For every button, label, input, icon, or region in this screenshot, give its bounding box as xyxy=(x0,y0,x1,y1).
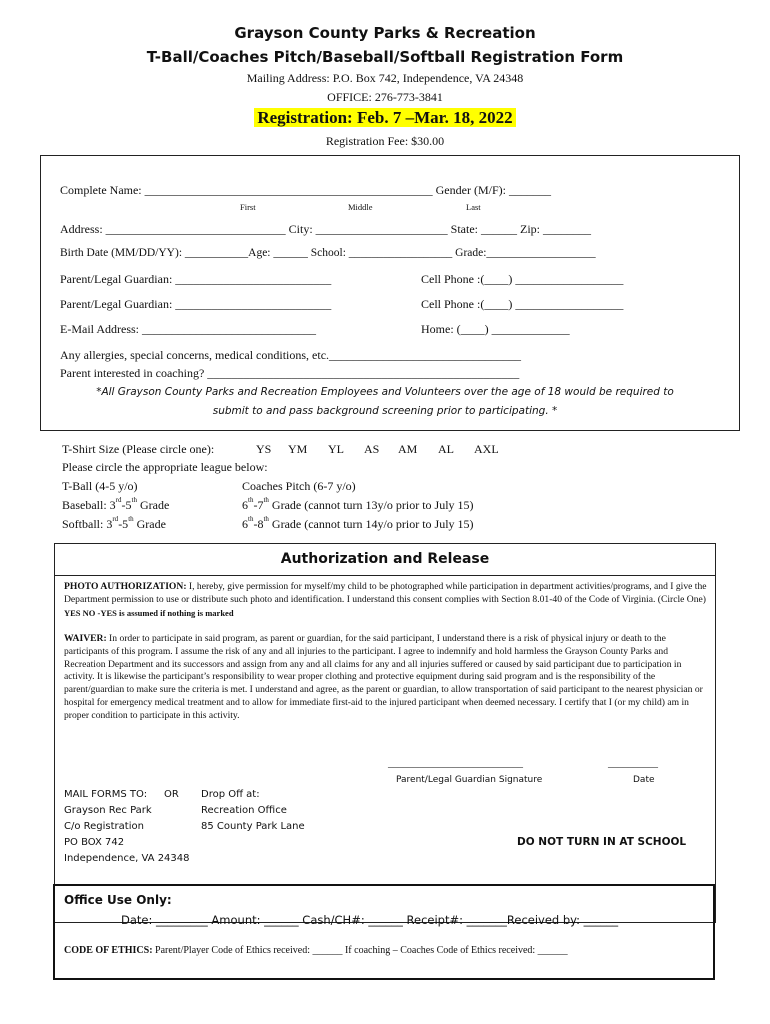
coaching-interest-field[interactable]: Parent interested in coaching? ____________________________________________________ xyxy=(60,366,520,380)
tshirt-size-al[interactable]: AL xyxy=(438,442,454,456)
form-title: T-Ball/Coaches Pitch/Baseball/Softball Registration Form xyxy=(146,48,624,66)
league-instruction: Please circle the appropriate league below: xyxy=(62,460,268,474)
office-use-fields[interactable]: Date: _________ Amount: ______ Cash/CH#: ______ Receipt#: _______Received by: ______ xyxy=(121,913,619,927)
league-softball-lower[interactable]: Softball: 3rd-5th Grade xyxy=(62,515,166,531)
authorization-title: Authorization and Release xyxy=(280,551,490,567)
mail-line3: PO BOX 742 xyxy=(64,837,125,848)
league-softball-upper[interactable]: 6th-8th Grade (cannot turn 14y/o prior to July 15) xyxy=(242,515,474,531)
org-title: Grayson County Parks & Recreation xyxy=(234,24,536,42)
office-use-title: Office Use Only: xyxy=(64,893,172,907)
background-notice-line1: *All Grayson County Parks and Recreation Employees and Volunteers over the age of 18 would be required to xyxy=(96,386,674,398)
mail-line2: C/o Registration xyxy=(64,821,144,832)
mail-heading: MAIL FORMS TO: xyxy=(64,789,148,800)
league-coaches-pitch[interactable]: Coaches Pitch (6-7 y/o) xyxy=(242,479,356,493)
mail-line4: Independence, VA 24348 xyxy=(64,853,190,864)
photo-yes-no-choice: YES NO -YES is assumed if nothing is marked xyxy=(64,607,234,618)
league-baseball-lower[interactable]: Baseball: 3rd-5th Grade xyxy=(62,496,170,512)
background-notice-line2: submit to and pass background screening prior to participating. * xyxy=(212,405,558,417)
cell-phone-1-field[interactable]: Cell Phone :(____) __________________ xyxy=(421,272,624,286)
tshirt-size-ys[interactable]: YS xyxy=(256,442,272,456)
mail-or: OR xyxy=(164,789,179,800)
dropoff-line1: Drop Off at: xyxy=(201,789,260,800)
email-field[interactable]: E-Mail Address: _____________________________ xyxy=(60,322,316,336)
home-phone-field[interactable]: Home: (____) _____________ xyxy=(421,322,570,336)
first-name-label: First xyxy=(240,202,256,212)
registration-dates: Registration: Feb. 7 –Mar. 18, 2022 xyxy=(254,108,515,127)
dropoff-line3: 85 County Park Lane xyxy=(201,821,305,832)
mailing-address: Mailing Address: P.O. Box 742, Independence, VA 24348 xyxy=(246,71,524,85)
tshirt-size-axl[interactable]: AXL xyxy=(474,442,499,456)
allergies-field[interactable]: Any allergies, special concerns, medical conditions, etc.________________________________ xyxy=(60,348,522,362)
code-of-ethics: CODE OF ETHICS: Parent/Player Code of Ethics received: ______ If coaching – Coaches Code of Ethics received: ______ xyxy=(64,945,568,956)
do-not-turn-in-notice: DO NOT TURN IN AT SCHOOL xyxy=(517,836,687,848)
tshirt-size-yl[interactable]: YL xyxy=(328,442,344,456)
dropoff-line2: Recreation Office xyxy=(201,805,287,816)
birth-date-field[interactable]: Birth Date (MM/DD/YY): ___________Age: ______ School: __________________ Grade:___________________ xyxy=(60,247,596,259)
registration-dates-wrap xyxy=(0,108,770,128)
signature-line[interactable]: ___________________________ xyxy=(388,758,523,769)
tshirt-label: T-Shirt Size (Please circle one): xyxy=(62,442,215,456)
league-tball[interactable]: T-Ball (4-5 y/o) xyxy=(62,479,138,493)
cell-phone-2-field[interactable]: Cell Phone :(____) __________________ xyxy=(421,297,624,311)
tshirt-size-as[interactable]: AS xyxy=(364,442,380,456)
signature-label: Parent/Legal Guardian Signature xyxy=(396,775,543,785)
tshirt-size-ym[interactable]: YM xyxy=(288,442,308,456)
middle-name-label: Middle xyxy=(348,202,373,212)
authorization-title-divider xyxy=(54,575,716,576)
date-label: Date xyxy=(633,775,655,785)
last-name-label: Last xyxy=(466,202,481,212)
office-phone: OFFICE: 276-773-3841 xyxy=(327,90,443,104)
waiver-text: WAIVER: In order to participate in said program, as parent or guardian, for the said participant, I understand there is a risk of physical injury or death to the participants of this program. I assume the risk of any and all injuries to the participant. I agree to indemnify and hold harmless the Grayson County Parks and Recreation Department and its successors and assign from any and all claims for any and all injuries suffered or caused by said participant due to participation in activity. It is likewise the participant’s responsibility to wear proper clothing and protective equipment during said program and is the responsibility of the parent/guardian to make sure the criteria is met. I understand and agree, as the parent or guardian, to allow transportation of said participant to the nearest physician or hospital for emergency medical treatment and to allow for immediate first-aid to the injured participant when deemed necessary. I certify that I (or my child) am in proper condition to participate in this activity. xyxy=(64,633,703,721)
photo-authorization: PHOTO AUTHORIZATION: I, hereby, give permission for myself/my child to be photographed while participation in department activities/programs, and I give the Department permission to use or distribute such photo and identification. I understand this consent complies with Section 8.01-40 of the Code of Virginia. (Circle One) YES NO -YES is assumed if nothing is marked xyxy=(64,581,707,618)
mail-line1: Grayson Rec Park xyxy=(64,805,152,816)
tshirt-size-am[interactable]: AM xyxy=(398,442,418,456)
guardian-1-field[interactable]: Parent/Legal Guardian: __________________________ xyxy=(60,272,332,286)
registration-fee: Registration Fee: $30.00 xyxy=(325,134,445,148)
address-field[interactable]: Address: ______________________________ City: ______________________ State: ______ Zip: ________ xyxy=(60,222,591,236)
league-baseball-upper[interactable]: 6th-7th Grade (cannot turn 13y/o prior to July 15) xyxy=(242,496,474,512)
complete-name-field[interactable]: Complete Name: ________________________________________________ Gender (M/F): _______ xyxy=(60,183,551,197)
date-line[interactable]: __________ xyxy=(608,758,658,769)
guardian-2-field[interactable]: Parent/Legal Guardian: __________________________ xyxy=(60,297,332,311)
